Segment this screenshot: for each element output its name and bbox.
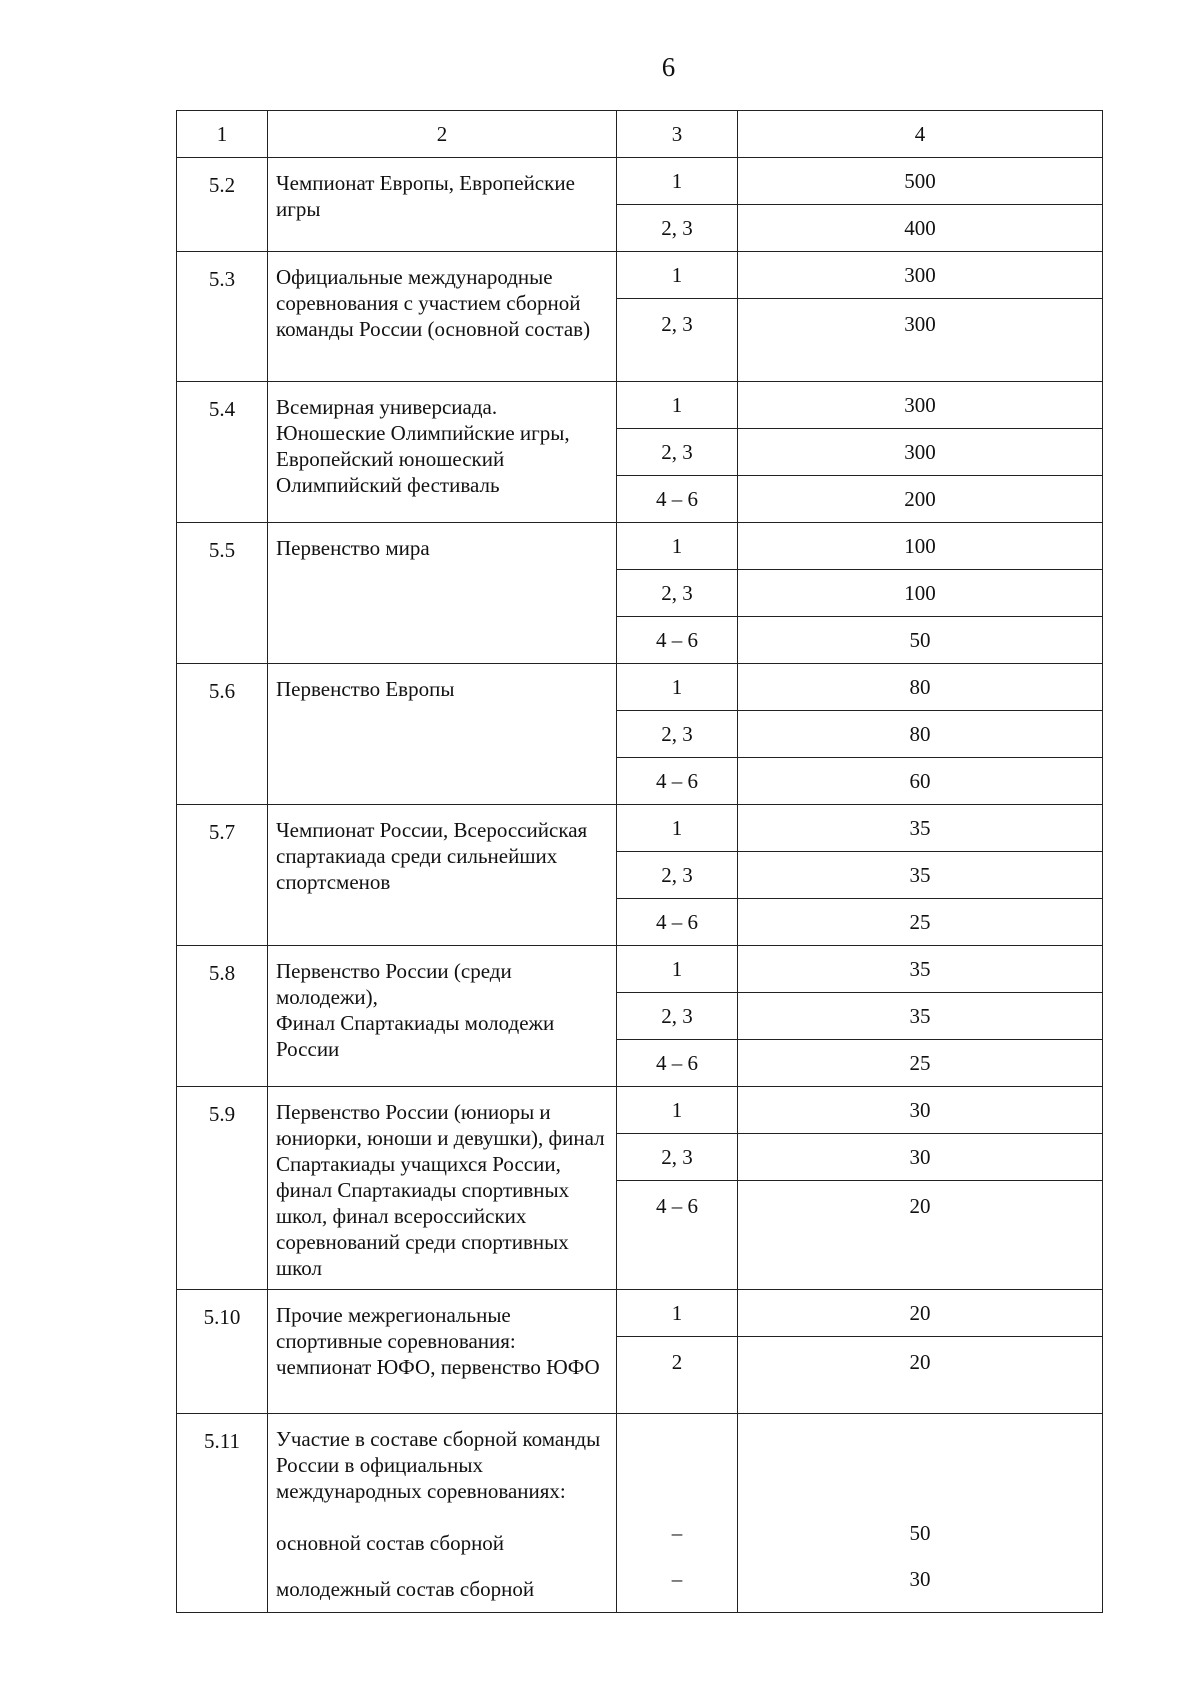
place-cell: 1 <box>617 1290 738 1337</box>
points-cell: 20 <box>738 1290 1103 1337</box>
points-cell: 300 <box>738 299 1103 382</box>
points-cell: 300 <box>738 429 1103 476</box>
place-cell: 4 – 6 <box>617 476 738 523</box>
place-cell: 2, 3 <box>617 205 738 252</box>
place-cell: – <box>671 1521 683 1545</box>
place-cell: 1 <box>617 382 738 429</box>
points-cell: 100 <box>738 570 1103 617</box>
competition-name: Официальные международные соревнования с участием сборной команды России (основной состав) <box>268 252 617 382</box>
item-number: 5.11 <box>177 1414 268 1613</box>
place-cell: 4 – 6 <box>617 758 738 805</box>
item-number: 5.5 <box>177 523 268 664</box>
points-cell: 80 <box>738 711 1103 758</box>
table-row <box>177 1290 1103 1337</box>
place-cell: 1 <box>617 523 738 570</box>
awards-table-body <box>177 111 1103 1613</box>
points-cell: 25 <box>738 1040 1103 1087</box>
place-cell: 1 <box>617 1087 738 1134</box>
competition-name: Первенство Европы <box>268 664 617 805</box>
place-cell: 2, 3 <box>617 1134 738 1181</box>
competition-name: Чемпионат Европы, Европейские игры <box>268 158 617 252</box>
table-row <box>177 805 1103 852</box>
place-cell: 1 <box>617 664 738 711</box>
competition-name: Прочие межрегиональные спортивные соревнования: чемпионат ЮФО, первенство ЮФО <box>268 1290 617 1414</box>
page-number: 6 <box>661 52 676 82</box>
header-cell: 2 <box>268 111 617 158</box>
points-cell: 500 <box>738 158 1103 205</box>
points-cell: 100 <box>738 523 1103 570</box>
points-cell: 200 <box>738 476 1103 523</box>
table-row <box>177 382 1103 429</box>
points-cell: 400 <box>738 205 1103 252</box>
team-composition-label: основной состав сборной <box>276 1531 505 1555</box>
item-number: 5.3 <box>177 252 268 382</box>
item-number: 5.2 <box>177 158 268 252</box>
points-cell: 35 <box>738 805 1103 852</box>
points-cell: 20 <box>738 1181 1103 1290</box>
table-row <box>177 523 1103 570</box>
place-cell: 2, 3 <box>617 429 738 476</box>
item-number: 5.4 <box>177 382 268 523</box>
table-row <box>177 252 1103 299</box>
points-cell: 35 <box>738 993 1103 1040</box>
item-number: 5.9 <box>177 1087 268 1290</box>
points-cell: 300 <box>738 382 1103 429</box>
points-cell: 80 <box>738 664 1103 711</box>
place-cell: 2, 3 <box>617 711 738 758</box>
header-cell: 3 <box>617 111 738 158</box>
header-row <box>177 111 1103 158</box>
points-cell: 300 <box>738 252 1103 299</box>
points-cell: 30 <box>738 1087 1103 1134</box>
header-cell: 1 <box>177 111 268 158</box>
item-number: 5.6 <box>177 664 268 805</box>
participation-header: Участие в составе сборной команды России в официальных международных соревнованиях: <box>276 1427 601 1503</box>
points-cell: 30 <box>738 1134 1103 1181</box>
competition-name: Чемпионат России, Всероссийская спартакиада среди сильнейших спортсменов <box>268 805 617 946</box>
table-row <box>177 1087 1103 1134</box>
table-row <box>177 158 1103 205</box>
table-row-special <box>177 1414 1103 1613</box>
competition-name: Первенство мира <box>268 523 617 664</box>
competition-name: Первенство России (среди молодежи), Финал Спартакиады молодежи России <box>268 946 617 1087</box>
place-cell: 1 <box>617 252 738 299</box>
place-cell: 1 <box>617 158 738 205</box>
place-cell: 2, 3 <box>617 299 738 382</box>
points-cell: 50 <box>909 1521 931 1545</box>
points-cell: 20 <box>738 1337 1103 1414</box>
place-cell: 1 <box>617 805 738 852</box>
place-cell: 4 – 6 <box>617 1181 738 1290</box>
place-cell: 4 – 6 <box>617 899 738 946</box>
place-cell: 2, 3 <box>617 993 738 1040</box>
item-number: 5.8 <box>177 946 268 1087</box>
points-cell: 35 <box>738 852 1103 899</box>
points-cell: 30 <box>909 1567 931 1591</box>
place-cell: 2, 3 <box>617 852 738 899</box>
item-number: 5.7 <box>177 805 268 946</box>
place-cell: – <box>671 1567 683 1591</box>
points-cell: 50 <box>738 617 1103 664</box>
place-cell: 4 – 6 <box>617 1040 738 1087</box>
place-cell: 2, 3 <box>617 570 738 617</box>
table-row <box>177 664 1103 711</box>
points-cell: 25 <box>738 899 1103 946</box>
header-cell: 4 <box>738 111 1103 158</box>
awards-table <box>176 110 1103 1613</box>
points-cell: 60 <box>738 758 1103 805</box>
points-cell: 35 <box>738 946 1103 993</box>
competition-name: Всемирная универсиада. Юношеские Олимпийские игры, Европейский юношеский Олимпийский фестиваль <box>268 382 617 523</box>
place-cell: 1 <box>617 946 738 993</box>
item-number: 5.10 <box>177 1290 268 1414</box>
team-composition-label: молодежный состав сборной <box>276 1577 535 1601</box>
place-cell: 4 – 6 <box>617 617 738 664</box>
competition-name: Первенство России (юниоры и юниорки, юноши и девушки), финал Спартакиады учащихся России, финал Спартакиады спортивных школ, финал всероссийских соревнований среди спортивных школ <box>268 1087 617 1290</box>
place-cell: 2 <box>617 1337 738 1414</box>
table-row <box>177 946 1103 993</box>
